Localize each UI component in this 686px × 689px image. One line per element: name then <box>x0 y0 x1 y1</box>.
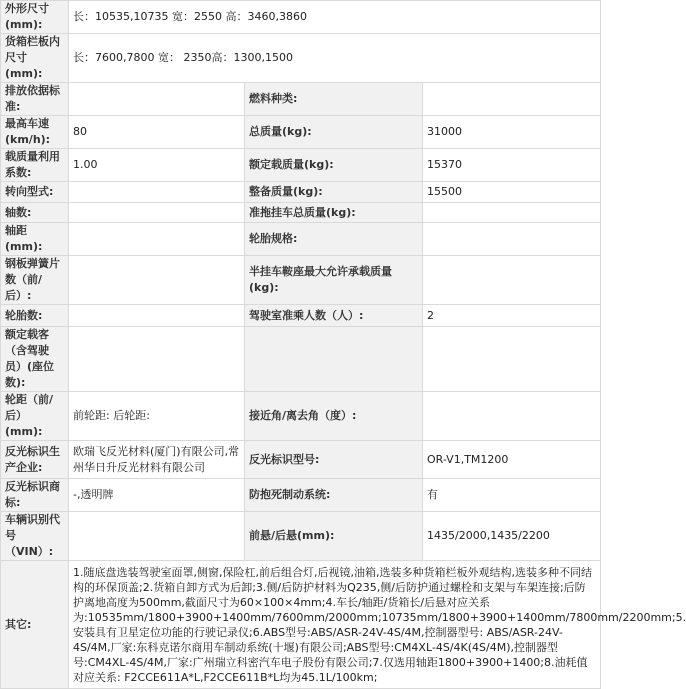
spec-label: 转向型式: <box>1 182 69 203</box>
spec-label: 额定载客（含驾驶员）(座位数): <box>1 327 69 392</box>
spec-label: 最高车速(km/h): <box>1 116 69 149</box>
spec-label: 轮胎规格: <box>245 223 423 256</box>
spec-label: 轮距（前/后）(mm): <box>1 392 69 441</box>
spec-value: OR-V1,TM1200 <box>423 441 601 479</box>
spec-value <box>423 83 601 116</box>
spec-value <box>69 305 245 327</box>
spec-row-other <box>1 561 601 689</box>
spec-row <box>1 182 601 203</box>
spec-value <box>69 83 245 116</box>
spec-label: 车辆识别代号（VIN）: <box>1 512 69 561</box>
spec-value <box>423 256 601 305</box>
spec-value <box>423 223 601 256</box>
spec-value: 有 <box>423 479 601 512</box>
spec-label: 反光标识商标: <box>1 479 69 512</box>
spec-value <box>69 203 245 223</box>
spec-label: 外形尺寸(mm): <box>1 1 69 34</box>
spec-row <box>1 256 601 305</box>
spec-label: 额定载质量(kg): <box>245 149 423 182</box>
spec-label: 排放依据标准: <box>1 83 69 116</box>
spec-value: 长：10535,10735 宽：2550 高：3460,3860 <box>69 1 601 34</box>
spec-label: 总质量(kg): <box>245 116 423 149</box>
spec-value <box>423 203 601 223</box>
spec-row-overall-dimensions <box>1 1 601 34</box>
spec-value <box>423 392 601 441</box>
spec-row <box>1 116 601 149</box>
spec-label: 反光标识生产企业: <box>1 441 69 479</box>
spec-label: 载质量利用系数: <box>1 149 69 182</box>
spec-label: 整备质量(kg): <box>245 182 423 203</box>
other-notes-text: 1.随底盘选装驾驶室面罩,侧窗,保险杠,前后组合灯,后视镜,油箱,选装多种货箱栏板外观结构,选装多种不同结构的环保顶盖;2.货箱自卸方式为后卸;3.侧/后防护材料为Q235,侧/后防护通过螺栓和支架与车架连接;后防护离地高度为500mm,截面尺寸为60×100×4mm;4.车长/轴距/货箱长/后悬对应关系为:10535mm/1800+3900+1400mm/7600mm/2000mm;10735mm/1800+3900+1400mm/7800mm/2200mm;5.安装具有卫星定位功能的行驶记录仪;6.ABS型号:ABS/ASR-24V-4S/4M,控制器型号: ABS/ASR-24V-4S/4M,厂家:东科克诺尔商用车制动系统(十堰)有限公司;ABS型号:CM4XL-4S/4K(4S/4M),控制器型号:CM4XL-4S/4M,厂家:广州瑞立科密汽车电子股份有限公司;7.仅选用轴距1800+3900+1400;8.油耗值对应关系: F2CCE611A*L,F2CCE611B*L均为45.1L/100km; <box>69 561 601 689</box>
spec-value: 前轮距: 后轮距: <box>69 392 245 441</box>
spec-label: 接近角/离去角（度）: <box>245 392 423 441</box>
spec-value: 15500 <box>423 182 601 203</box>
spec-label: 准拖挂车总质量(kg): <box>245 203 423 223</box>
spec-label: 货箱栏板内尺寸(mm): <box>1 34 69 83</box>
spec-value: 长：7600,7800 宽： 2350高：1300,1500 <box>69 34 601 83</box>
spec-value: 1.00 <box>69 149 245 182</box>
spec-row <box>1 203 601 223</box>
spec-row <box>1 392 601 441</box>
spec-label: 前悬/后悬(mm): <box>245 512 423 561</box>
spec-label <box>245 327 423 392</box>
spec-value <box>69 256 245 305</box>
spec-label: 防抱死制动系统: <box>245 479 423 512</box>
spec-label: 其它: <box>1 561 69 689</box>
spec-row <box>1 305 601 327</box>
spec-row <box>1 512 601 561</box>
spec-row <box>1 149 601 182</box>
spec-label: 半挂车鞍座最大允许承载质量(kg): <box>245 256 423 305</box>
spec-value: -,透明牌 <box>69 479 245 512</box>
spec-label: 驾驶室准乘人数（人）: <box>245 305 423 327</box>
spec-value <box>69 182 245 203</box>
spec-label: 轮胎数: <box>1 305 69 327</box>
spec-row <box>1 479 601 512</box>
spec-value <box>69 223 245 256</box>
spec-label: 反光标识型号: <box>245 441 423 479</box>
spec-label: 轴数: <box>1 203 69 223</box>
spec-row <box>1 441 601 479</box>
spec-row <box>1 223 601 256</box>
spec-value: 欧瑞飞反光材料(厦门)有限公司,常州华日升反光材料有限公司 <box>69 441 245 479</box>
spec-value: 80 <box>69 116 245 149</box>
spec-row-cargo-box-dimensions <box>1 34 601 83</box>
spec-label: 燃料种类: <box>245 83 423 116</box>
spec-label: 轴距(mm): <box>1 223 69 256</box>
spec-value <box>423 327 601 392</box>
spec-value: 2 <box>423 305 601 327</box>
spec-label: 钢板弹簧片数（前/后）: <box>1 256 69 305</box>
spec-row <box>1 327 601 392</box>
spec-value: 15370 <box>423 149 601 182</box>
spec-row <box>1 83 601 116</box>
spec-value <box>69 327 245 392</box>
spec-value <box>69 512 245 561</box>
spec-value: 31000 <box>423 116 601 149</box>
spec-value: 1435/2000,1435/2200 <box>423 512 601 561</box>
